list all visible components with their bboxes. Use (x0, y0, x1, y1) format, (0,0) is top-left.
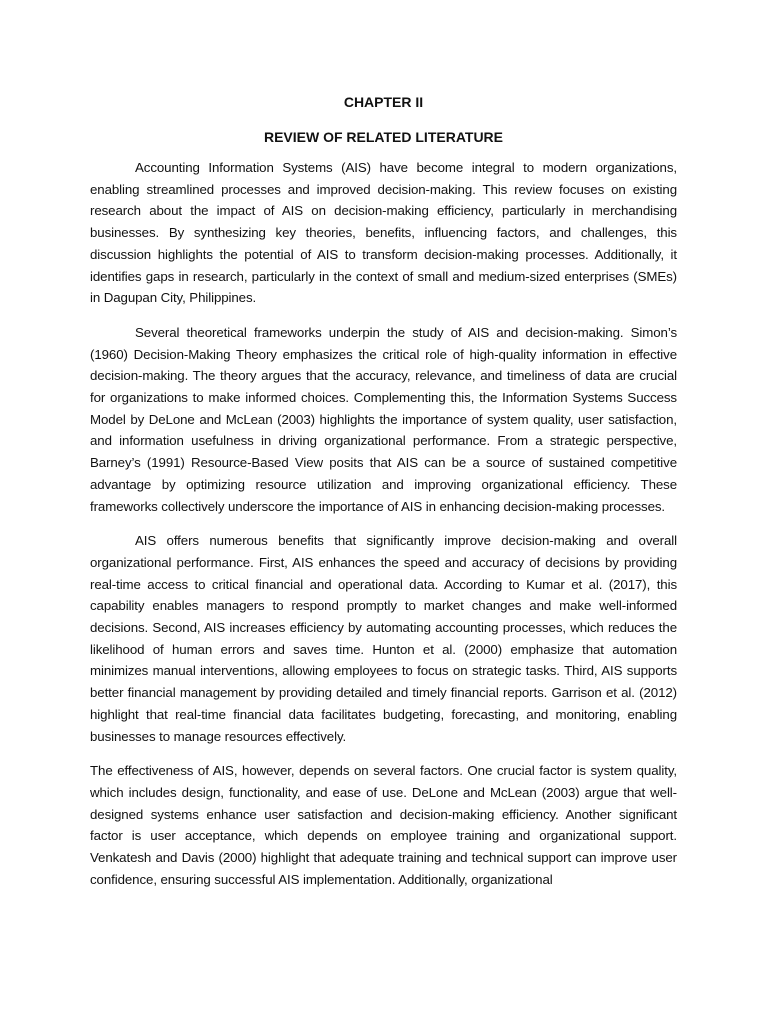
page-content (90, 93, 677, 904)
section-title: REVIEW OF RELATED LITERATURE (263, 129, 504, 145)
chapter-heading: CHAPTER II (343, 94, 424, 110)
paragraph-theoretical-frameworks: Several theoretical frameworks underpin the study of AIS and decision-making. Simon’s (1960) Decision-Making Theory emphasizes the critical role of high-quality information in effective decision-making. The theory argues that the accuracy, relevance, and timeliness of data are crucial for organizations to make informed choices. Complementing this, the Information Systems Success Model by DeLone and McLean (2003) highlights the importance of system quality, user satisfaction, and information usefulness in driving organizational performance. From a strategic perspective, Barney’s (1991) Resource-Based View posits that AIS can be a source of sustained competitive advantage by optimizing resource utilization and improving organizational efficiency. These frameworks collectively underscore the importance of AIS in enhancing decision-making processes. (90, 324, 677, 514)
paragraph-influencing-factors: The effectiveness of AIS, however, depends on several factors. One crucial factor is system quality, which includes design, functionality, and ease of use. DeLone and McLean (2003) argue that well-designed systems enhance user satisfaction and decision-making efficiency. Another significant factor is user acceptance, which depends on employee training and organizational support. Venkatesh and Davis (2000) highlight that adequate training and technical support can improve user confidence, ensuring successful AIS implementation. Additionally, organizational (90, 763, 677, 887)
paragraph-benefits: AIS offers numerous benefits that significantly improve decision-making and overall organizational performance. First, AIS enhances the speed and accuracy of decisions by providing real-time access to critical financial and operational data. According to Kumar et al. (2017), this capability enables managers to respond promptly to market changes and make well-informed decisions. Second, AIS increases efficiency by automating accounting processes, which reduces the likelihood of human errors and saves time. Hunton et al. (2000) emphasize that automation minimizes manual interventions, allowing employees to focus on strategic tasks. Third, AIS supports better financial management by providing detailed and timely financial reports. Garrison et al. (2012) highlight that real-time financial data facilitates budgeting, forecasting, and monitoring, enabling businesses to manage resources effectively. (90, 533, 677, 744)
paragraph-introduction: Accounting Information Systems (AIS) have become integral to modern organizations, enabling streamlined processes and improved decision-making. This review focuses on existing research about the impact of AIS on decision-making efficiency, particularly in merchandising businesses. By synthesizing key theories, benefits, influencing factors, and challenges, this discussion highlights the potential of AIS to transform decision-making processes. Additionally, it identifies gaps in research, particularly in the context of small and medium-sized enterprises (SMEs) in Dagupan City, Philippines. (90, 160, 677, 306)
